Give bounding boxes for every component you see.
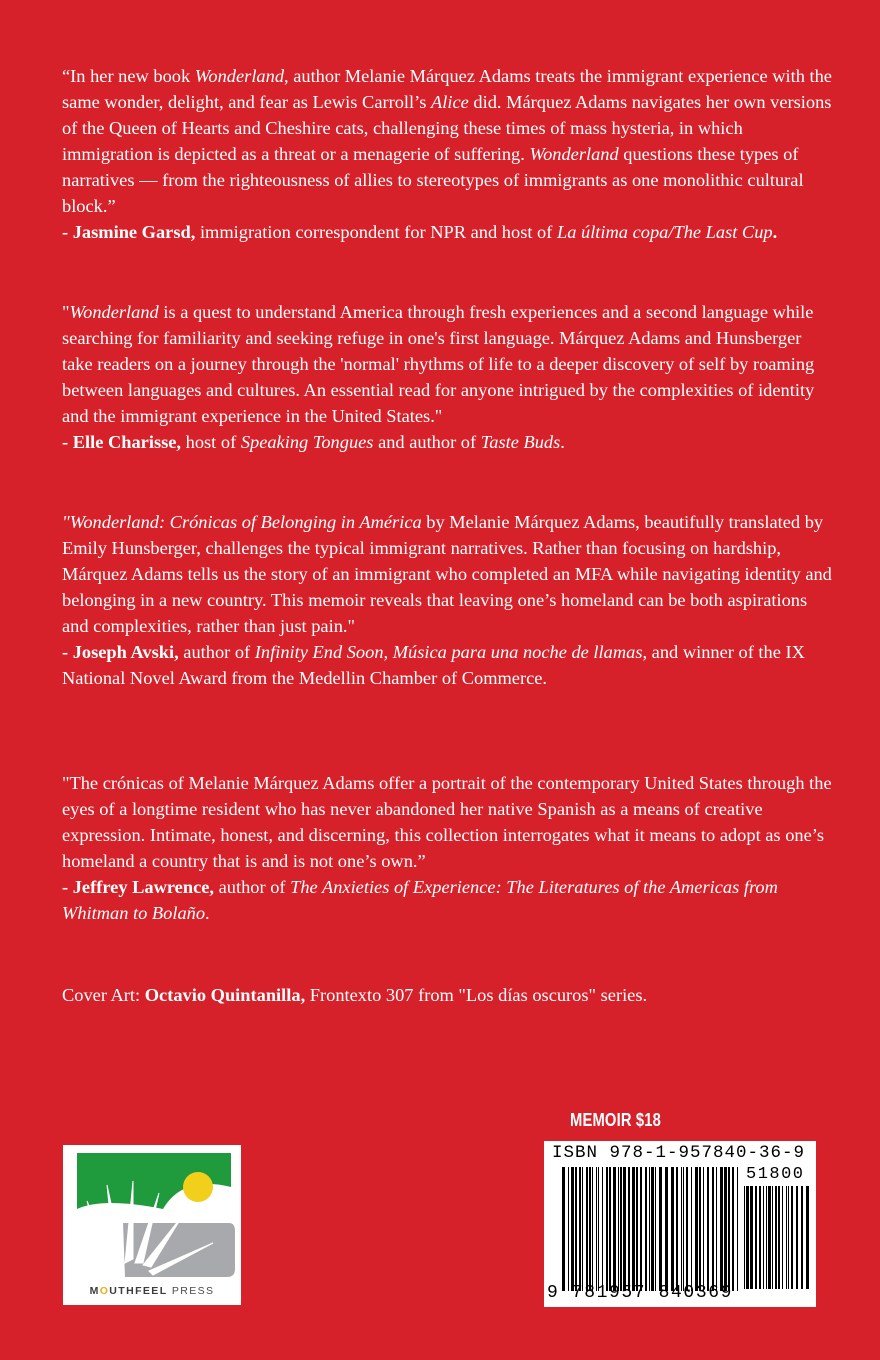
barcode-bar — [744, 1186, 745, 1289]
book-title: Wonderland — [194, 66, 285, 86]
quote-text: questions these types of narratives — from the righteousness of allies to stereotypes of immigrants as one monolithic cultural block.” — [62, 144, 804, 216]
barcode-bar — [602, 1167, 603, 1291]
reviewer-work: Infinity End Soon, Música para una noche de llamas — [254, 642, 643, 662]
reviewer-description: immigration correspondent for NPR and host of — [195, 222, 557, 242]
cover-art-credit — [62, 982, 832, 1008]
barcode-bar — [768, 1186, 771, 1289]
barcode-bar — [596, 1167, 597, 1291]
reviewer-description: author of — [178, 642, 255, 662]
barcode-bar — [592, 1167, 593, 1291]
barcode-bar — [568, 1167, 569, 1291]
barcode-bar — [676, 1167, 678, 1291]
reviewer-work: La última copa/The Last Cup — [556, 222, 773, 242]
barcode-bar — [782, 1186, 783, 1289]
publisher-name — [63, 1285, 241, 1297]
reviewer-work: The Anxieties of Experience: The Literatures of the Americas from Whitman to Bolaño — [62, 877, 778, 923]
reviewer-name: - Jeffrey Lawrence, — [62, 877, 215, 897]
barcode-bar — [763, 1186, 764, 1289]
publisher-name-o: O — [99, 1285, 110, 1297]
ean13-bars — [562, 1167, 740, 1291]
barcode-bar — [645, 1167, 647, 1291]
barcode-bar — [618, 1167, 619, 1291]
blurb-jeffrey-lawrence — [62, 770, 832, 926]
barcode-bar — [707, 1167, 709, 1291]
barcode-bar — [788, 1186, 789, 1289]
barcode-bar — [703, 1167, 704, 1291]
barcode-bar — [665, 1167, 668, 1291]
barcode-bar — [586, 1167, 588, 1291]
barcode-bar — [699, 1167, 701, 1291]
barcode-bar — [772, 1186, 773, 1289]
barcode-bar — [716, 1167, 717, 1291]
barcode-bar — [796, 1186, 798, 1289]
barcode-bar — [659, 1167, 662, 1291]
barcode-bar — [562, 1167, 565, 1291]
barcode-bar — [683, 1167, 684, 1291]
barcode-bar — [766, 1186, 767, 1289]
barcode-bar — [755, 1186, 757, 1289]
addon-bars — [744, 1186, 810, 1289]
barcode-bar — [632, 1167, 635, 1291]
artist-name: Octavio Quintanilla, — [144, 985, 306, 1005]
barcode-bar — [686, 1167, 688, 1291]
barcode-bar — [695, 1167, 698, 1291]
quote-text: “In her new book — [62, 66, 195, 86]
barcode-bar — [609, 1167, 611, 1291]
punctuation: . — [205, 903, 210, 923]
barcode-bar — [724, 1167, 727, 1291]
blurb-joseph-avski — [62, 509, 832, 691]
barcode-bar — [691, 1167, 692, 1291]
book-title: Wonderland — [529, 144, 619, 164]
punctuation: . — [560, 432, 565, 452]
barcode-bar — [778, 1186, 780, 1289]
barcode-bar — [791, 1186, 793, 1289]
quote-mark: " — [62, 302, 70, 322]
book-title: Alice — [431, 92, 469, 112]
barcode-bar — [636, 1167, 638, 1291]
book-title: "Wonderland: Crónicas of Belonging in América — [62, 512, 422, 532]
barcode-bar — [681, 1167, 682, 1291]
barcode-bar — [571, 1167, 574, 1291]
barcode-bar — [651, 1167, 654, 1291]
genre-price: MEMOIR $18 — [570, 1110, 662, 1130]
reviewer-name: - Joseph Avski, — [62, 642, 179, 662]
blurb-elle-charisse — [62, 299, 832, 455]
quote-text: is a quest to understand America through fresh experiences and a second language while searching for familiarity and seeking refuge in one's first language. Márquez Adams and Hunsberger take readers on a journey through the 'normal' rhythms of life to a deeper discovery of self by roaming between languages and cultures. An essential read for anyone intrigued by the complexities of identity and the immigrant experience in the United States." — [62, 302, 815, 426]
barcode-bar — [582, 1167, 583, 1291]
sun-icon — [183, 1172, 213, 1202]
quote-text: by Melanie Márquez Adams, beautifully translated by Emily Hunsberger, challenges the typical immigrant narratives. Rather than focusing on hardship, Márquez Adams tells us the story of an immigrant who completed an MFA while navigating identity and belonging in a new country. This memoir reveals that leaving one’s homeland can be both aspirations and complexities, rather than just pain." — [62, 512, 832, 636]
barcode-bar — [806, 1186, 809, 1289]
barcode-bar — [620, 1167, 622, 1291]
barcode-bar — [606, 1167, 608, 1291]
isbn-text: ISBN 978-1-957840-36-9 — [552, 1143, 806, 1163]
barcode-bar — [589, 1167, 591, 1291]
barcode-bar — [712, 1167, 714, 1291]
barcode-bar — [720, 1167, 723, 1291]
barcode-bar — [575, 1167, 577, 1291]
price-addon-number: 51800 — [746, 1165, 805, 1184]
blurb-jasmine-garsd — [62, 63, 832, 245]
barcode-bar — [750, 1186, 753, 1289]
cover-art-label: Cover Art: — [62, 985, 145, 1005]
barcode-bar — [640, 1167, 642, 1291]
barcode-bar — [613, 1167, 616, 1291]
barcode-bar — [598, 1167, 599, 1291]
punctuation: . — [772, 222, 778, 242]
isbn-barcode — [544, 1141, 816, 1307]
barcode-bar — [775, 1186, 777, 1289]
reviewer-description: author of — [214, 877, 291, 897]
artwork-description: Frontexto 307 from "Los días oscuros" series. — [305, 985, 648, 1005]
reviewer-name: - Jasmine Garsd, — [62, 222, 196, 242]
barcode-bar — [737, 1167, 738, 1291]
reviewer-description: and author of — [373, 432, 481, 452]
publisher-name-uthfeel: UTHFEEL — [109, 1285, 168, 1297]
reviewer-description: , and winner of the IX National Novel Award from the Medellin Chamber of Commerce. — [62, 642, 805, 688]
publisher-name-press: PRESS — [167, 1285, 215, 1297]
barcode-bar — [649, 1167, 650, 1291]
reviewer-name: - Elle Charisse, — [62, 432, 182, 452]
reviewer-description: host of — [181, 432, 241, 452]
barcode-bar — [655, 1167, 656, 1291]
barcode-bar — [746, 1186, 749, 1289]
quote-text: "The crónicas of Melanie Márquez Adams offer a portrait of the contemporary United States through the eyes of a longtime resident who has never abandoned her native Spanish as a means of creative expression. Intimate, honest, and discerning, this collection interrogates what it means to adopt as one’s homeland a country that is and is not one’s own.” — [62, 773, 832, 871]
barcode-bar — [623, 1167, 626, 1291]
barcode-bar — [728, 1167, 730, 1291]
barcode-bar — [759, 1186, 761, 1289]
quote-text: , author Melanie Márquez Adams treats the immigrant experience with the same wonder, delight, and fear as Lewis Carroll’s — [62, 66, 832, 112]
sun-rays-icon — [63, 1145, 241, 1285]
quote-text: did. Márquez Adams navigates her own versions of the Queen of Hearts and Cheshire cats, challenging these times of mass hysteria, in which immigration is depicted as a threat or a menagerie of suffering. — [62, 92, 832, 164]
book-title: Wonderland — [69, 302, 159, 322]
barcode-bar — [671, 1167, 674, 1291]
barcode-bar — [732, 1167, 734, 1291]
barcode-bar — [786, 1186, 787, 1289]
reviewer-work: Speaking Tongues — [240, 432, 374, 452]
ean-digits: 9 781957 840369 — [547, 1283, 734, 1303]
barcode-bar — [801, 1186, 803, 1289]
barcode-bar — [579, 1167, 581, 1291]
publisher-logo — [63, 1145, 241, 1305]
publisher-name-m: M — [89, 1285, 100, 1297]
barcode-bar — [628, 1167, 630, 1291]
reviewer-work: Taste Buds — [480, 432, 561, 452]
